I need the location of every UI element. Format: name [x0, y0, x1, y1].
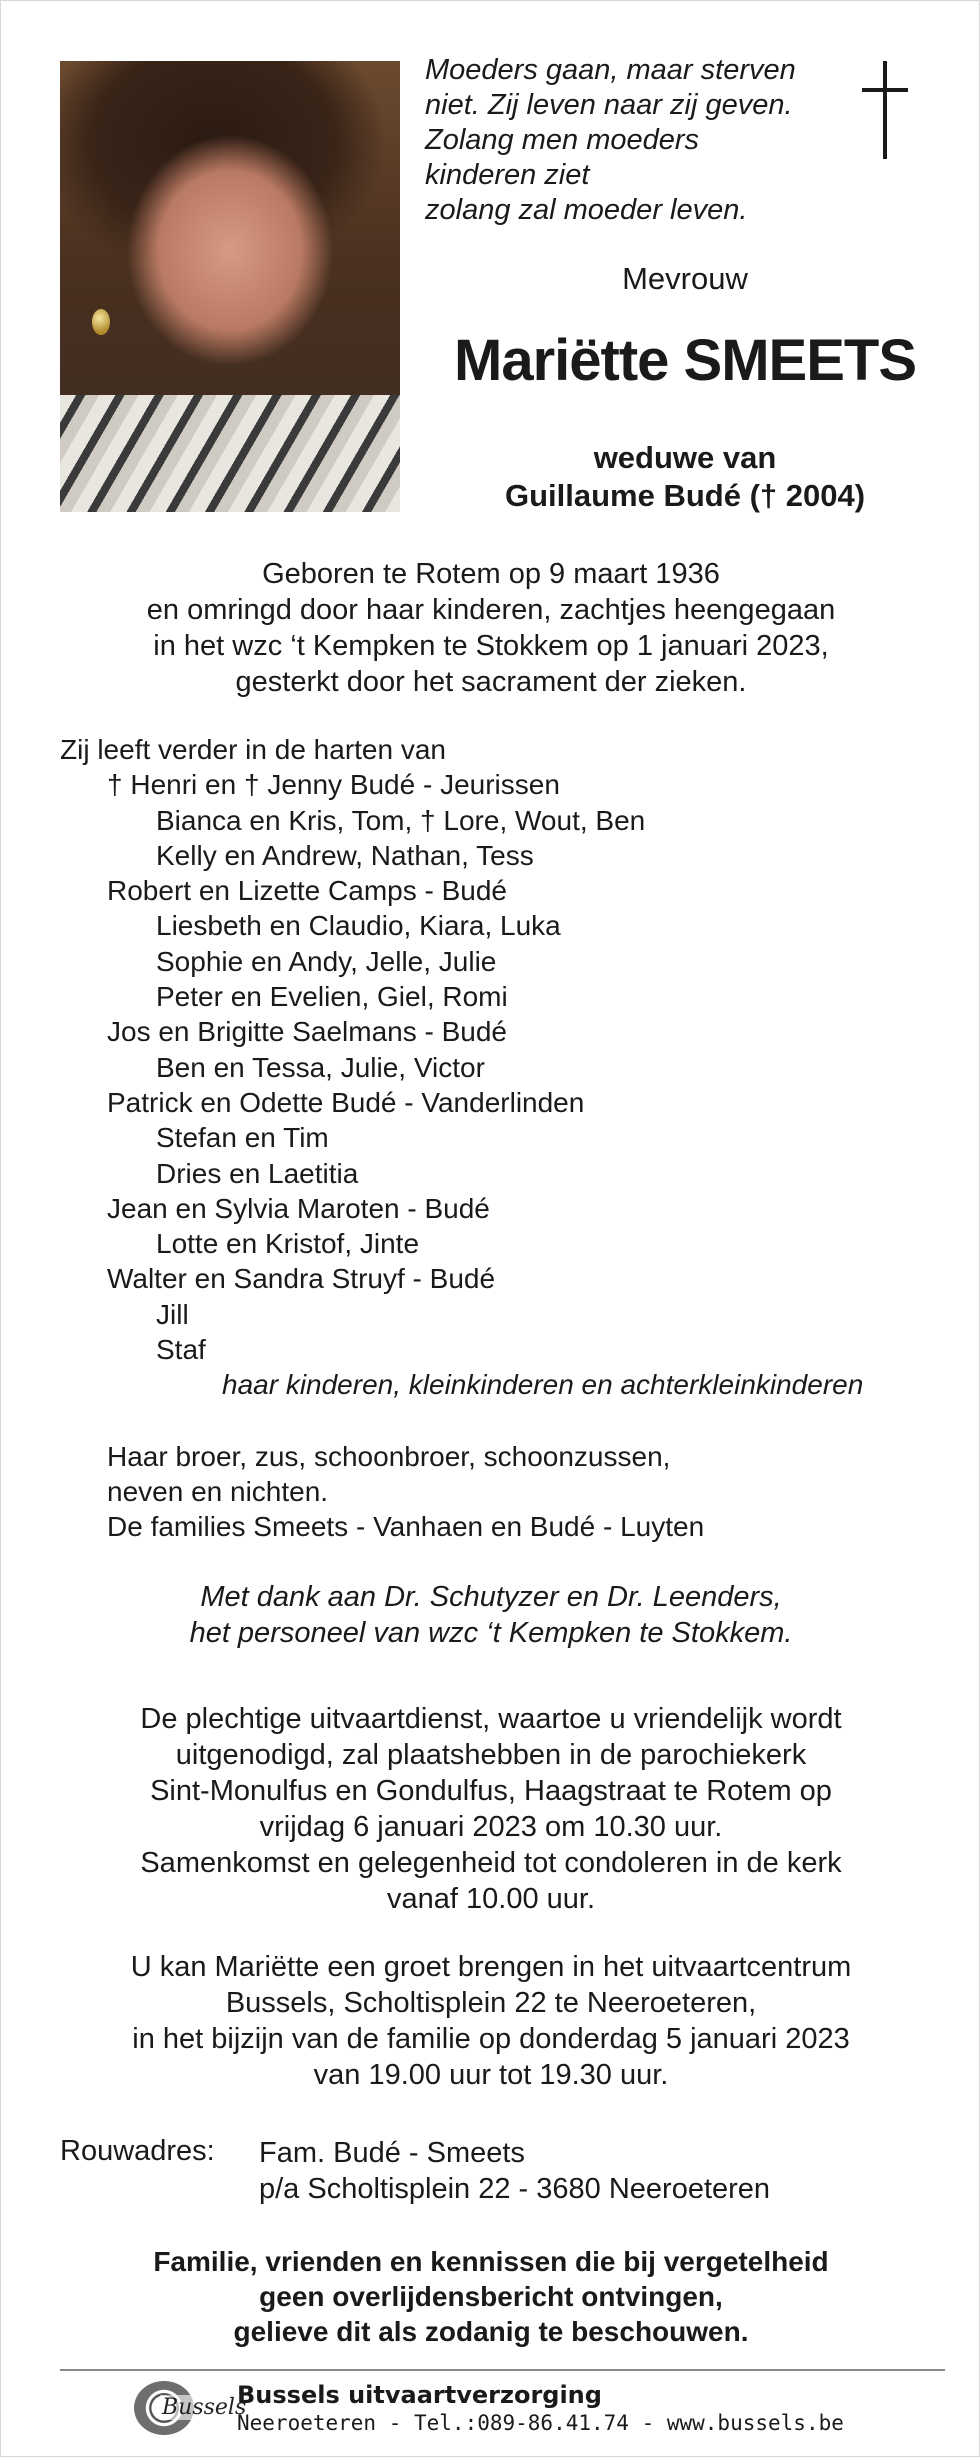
- survivor-grandchildren: Lotte en Kristof, Jinte: [156, 1228, 420, 1260]
- text-line: het personeel van wzc ‘t Kempken te Stokkem.: [189, 1617, 793, 1649]
- survivor-family: Robert en Lizette Camps - Budé: [107, 875, 507, 907]
- poem-line: Zolang men moeders: [425, 124, 700, 156]
- honorific: Mevrouw: [622, 261, 748, 296]
- survivor-family: Jean en Sylvia Maroten - Budé: [107, 1192, 490, 1224]
- text-line: neven en nichten.: [107, 1476, 329, 1507]
- text-line: en omringd door haar kinderen, zachtjes heengegaan: [146, 594, 836, 626]
- earring-detail: [92, 309, 110, 335]
- deceased-name: Mariëtte SMEETS: [454, 328, 916, 393]
- address-line: Fam. Budé - Smeets: [259, 2137, 525, 2169]
- text-line: in het wzc ‘t Kempken te Stokkem op 1 januari 2023,: [153, 630, 829, 662]
- company-name: Bussels uitvaartverzorging: [237, 2381, 602, 2409]
- address-line: p/a Scholtisplein 22 - 3680 Neeroeteren: [259, 2173, 771, 2205]
- text-line: Haar broer, zus, schoonbroer, schoonzussen,: [107, 1441, 671, 1472]
- survivor-family: † Henri en † Jenny Budé - Jeurissen: [107, 769, 560, 801]
- address-label: Rouwadres:: [60, 2135, 215, 2167]
- survivor-grandchildren: Dries en Laetitia: [156, 1157, 359, 1189]
- survivor-grandchildren: Staf: [156, 1334, 206, 1366]
- poem-line: niet. Zij leven naar zij geven.: [425, 89, 793, 121]
- text-line: vanaf 10.00 uur.: [387, 1883, 595, 1915]
- poem-line: Moeders gaan, maar sterven: [425, 54, 796, 86]
- survivors-summary: haar kinderen, kleinkinderen en achterkleinkinderen: [222, 1369, 864, 1401]
- widow-label: weduwe van: [593, 440, 777, 475]
- funeral-service: [1, 1701, 980, 1917]
- text-line: geen overlijdensbericht ontvingen,: [259, 2281, 723, 2312]
- mourning-address: [259, 2135, 770, 2207]
- text-line: Bussels, Scholtisplein 22 te Neeroeteren,: [225, 1987, 757, 2019]
- text-line: gesterkt door het sacrament der zieken.: [235, 666, 747, 698]
- spouse-name: Guillaume Budé († 2004): [504, 478, 866, 513]
- acknowledgements: [1, 1579, 980, 1651]
- notice-text: [1, 2244, 980, 2349]
- poem-line: kinderen ziet: [425, 159, 590, 191]
- text-line: Familie, vrienden en kennissen die bij vergetelheid: [153, 2246, 829, 2277]
- survivor-grandchildren: Liesbeth en Claudio, Kiara, Luka: [156, 910, 561, 942]
- birth-death-details: [1, 556, 980, 700]
- company-contact: Neeroeteren - Tel.:089-86.41.74 - www.bussels.be: [237, 2411, 844, 2435]
- text-line: Sint-Monulfus en Gondulfus, Haagstraat te Rotem op: [150, 1775, 832, 1807]
- survivors-intro: Zij leeft verder in de harten van: [60, 734, 446, 765]
- text-line: De families Smeets - Vanhaen en Budé - Luyten: [107, 1511, 705, 1542]
- text-line: vrijdag 6 januari 2023 om 10.30 uur.: [259, 1811, 723, 1843]
- widow-of: [425, 439, 945, 515]
- survivor-grandchildren: Sophie en Andy, Jelle, Julie: [156, 945, 497, 977]
- text-line: gelieve dit als zodanig te beschouwen.: [233, 2316, 749, 2347]
- text-line: uitgenodigd, zal plaatshebben in de parochiekerk: [175, 1739, 807, 1771]
- text-line: De plechtige uitvaartdienst, waartoe u vriendelijk wordt: [140, 1703, 842, 1735]
- bussels-logo: [134, 2379, 247, 2437]
- survivor-grandchildren: Bianca en Kris, Tom, † Lore, Wout, Ben: [156, 804, 646, 836]
- survivor-family: Jos en Brigitte Saelmans - Budé: [107, 1016, 507, 1048]
- text-line: U kan Mariëtte een groet brengen in het uitvaartcentrum: [130, 1951, 852, 1983]
- survivor-family: Patrick en Odette Budé - Vanderlinden: [107, 1086, 585, 1118]
- extended-family: [107, 1439, 704, 1544]
- text-line: van 19.00 uur tot 19.30 uur.: [313, 2059, 669, 2091]
- survivors-list: [60, 732, 960, 1403]
- portrait-photo: [60, 61, 400, 512]
- survivor-grandchildren: Jill: [156, 1298, 189, 1330]
- poem: [425, 53, 796, 228]
- clothing-detail: [60, 395, 400, 512]
- text-line: Met dank aan Dr. Schutyzer en Dr. Leenders,: [200, 1581, 782, 1613]
- survivor-grandchildren: Kelly en Andrew, Nathan, Tess: [156, 839, 534, 871]
- survivor-grandchildren: Stefan en Tim: [156, 1122, 329, 1154]
- poem-line: zolang zal moeder leven.: [425, 194, 748, 226]
- text-line: Samenkomst en gelegenheid tot condoleren in de kerk: [140, 1847, 842, 1879]
- text-line: in het bijzijn van de familie op donderdag 5 januari 2023: [132, 2023, 850, 2055]
- logo-wordmark: Bussels: [162, 2395, 247, 2420]
- survivor-family: Walter en Sandra Struyf - Budé: [107, 1263, 496, 1295]
- survivor-grandchildren: Peter en Evelien, Giel, Romi: [156, 981, 508, 1013]
- cross-icon: [862, 61, 908, 159]
- visitation-details: [1, 1949, 980, 2093]
- survivor-grandchildren: Ben en Tessa, Julie, Victor: [156, 1051, 485, 1083]
- text-line: Geboren te Rotem op 9 maart 1936: [262, 558, 720, 590]
- footer-divider: [60, 2369, 945, 2371]
